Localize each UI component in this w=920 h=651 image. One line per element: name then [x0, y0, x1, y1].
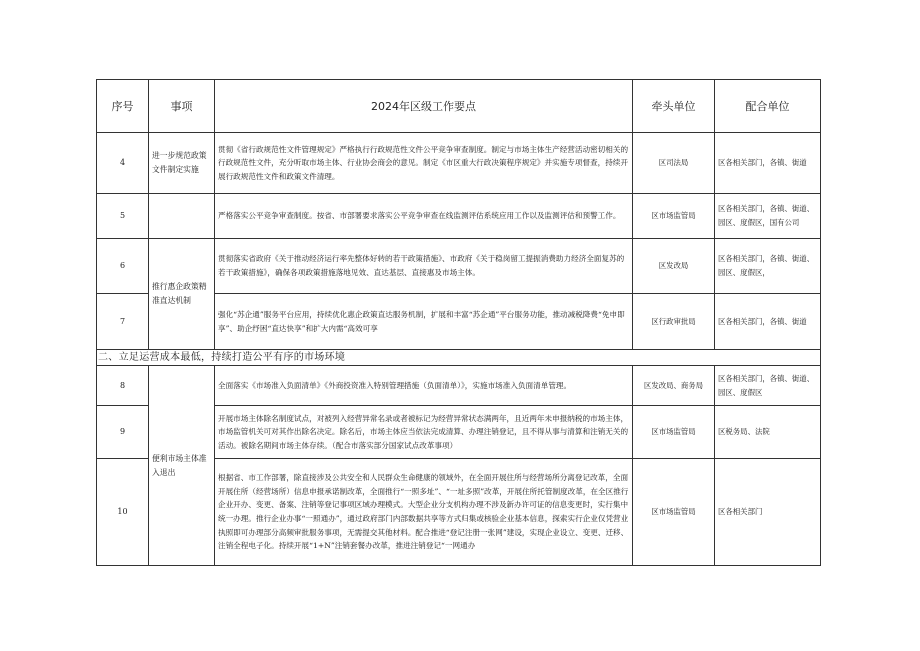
row-no: 4: [97, 133, 149, 194]
table-row: [97, 239, 821, 294]
group-label: 进一步规范政策文件制定实施: [149, 133, 215, 194]
row-lead: 区发改局、商务局: [633, 366, 715, 406]
row-lead: 区行政审批局: [633, 294, 715, 350]
row-points: 贯彻《省行政规范性文件管理规定》严格执行行政规范性文件公平竞争审查制度。制定与市场主体生产经营活动密切相关的行政规范性文件，充分听取市场主体、行业协会商会的意见。制定《市区重大行政决策程序规定》并实施专项督查，持续开展行政规范性文件和政策文件清理。: [215, 133, 633, 194]
row-cooperate: 区各相关部门，各镇、街道: [715, 294, 821, 350]
row-cooperate: 区各相关部门: [715, 459, 821, 566]
row-lead: 区市场监管局: [633, 194, 715, 239]
row-points: 贯彻落实省政府《关于推动经济运行率先整体好转的若干政策措施》、市政府《关于稳岗留工提振消费助力经济全面复苏的若干政策措施》，确保各项政策措施落地见效、直达基层、直接惠及市场主体。: [215, 239, 633, 294]
row-no: 10: [97, 459, 149, 566]
work-points-table: [96, 79, 821, 566]
row-cooperate: 区各相关部门，各镇、街道、园区、度假区: [715, 366, 821, 406]
row-cooperate: 区各相关部门，各镇、街道: [715, 133, 821, 194]
table-row: [97, 194, 821, 239]
table-row: [97, 366, 821, 406]
row-points: 全面落实《市场准入负面清单》《外商投资准入特别管理措施（负面清单）》，实施市场准入负面清单管理。: [215, 366, 633, 406]
row-no: 9: [97, 406, 149, 459]
group-label: 推行惠企政策精准直达机制: [149, 239, 215, 350]
header-item: 事项: [149, 80, 215, 133]
row-points: 开展市场主体除名制度试点，对被列入经营异常名录或者被标记为经营异常状态满两年，且近两年未申报纳税的市场主体，市场监管机关可对其作出除名决定。除名后，市场主体应当依法完成清算、办理注销登记，且不得从事与清算和注销无关的活动。被除名期间市场主体存续。（配合市落实部分国家试点改革事项）: [215, 406, 633, 459]
row-lead: 区司法局: [633, 133, 715, 194]
row-points: 严格落实公平竞争审查制度。按省、市部署要求落实公平竞争审查在线监测评估系统应用工作以及监测评估和预警工作。: [215, 194, 633, 239]
row-cooperate: 区各相关部门，各镇、街道、园区、度假区，: [715, 239, 821, 294]
section-title: 二、立足运营成本最低，持续打造公平有序的市场环境: [97, 350, 821, 366]
row-no: 5: [97, 194, 149, 239]
row-points: 强化“苏企通”服务平台应用，持续优化惠企政策直达服务机制，扩展和丰富“苏企通”平台服务功能，推动减税降费“免申即享”、助企纾困“直达快享”和扩大内需“高效可享: [215, 294, 633, 350]
row-no: 6: [97, 239, 149, 294]
row-cooperate: 区各相关部门，各镇、街道、园区、度假区，国有公司: [715, 194, 821, 239]
group-label: 便利市场主体准入退出: [149, 366, 215, 566]
row-no: 8: [97, 366, 149, 406]
row-lead: 区市场监管局: [633, 406, 715, 459]
header-cooperate: 配合单位: [715, 80, 821, 133]
group-cell-empty: [149, 194, 215, 239]
row-lead: 区发改局: [633, 239, 715, 294]
table-row: [97, 133, 821, 194]
section-row: [97, 350, 821, 366]
header-row: [97, 80, 821, 133]
header-lead: 牵头单位: [633, 80, 715, 133]
row-lead: 区市场监管局: [633, 459, 715, 566]
header-no: 序号: [97, 80, 149, 133]
row-cooperate: 区税务局、法院: [715, 406, 821, 459]
row-no: 7: [97, 294, 149, 350]
header-points: 2024年区级工作要点: [215, 80, 633, 133]
row-points: 根据省、市工作部署，除直接涉及公共安全和人民群众生命健康的领域外，在全面开展住所与经营场所分离登记改革，全面开展住所（经营场所）信息申报承诺制改革，全面推行“一照多址”、“一址多照”改革，开展住所托管制度改革，在全区推行企业开办、变更、备案、注销等登记事项区域办理模式。大型企业分支机构办理不涉及新办许可证的信息变更时，实行集中统一办理。推行企业办事“一照通办”，通过政府部门内部数据共享等方式归集或核验企业基本信息，探索实行企业仅凭营业执照即可办理部分高频审批服务事项，无需提交其他材料。配合推进“登记注册一张网”建设，实现企业设立、变更、迁移、注销全程电子化。持续开展“1+N”注销套餐办改革，推进注销登记“一网通办: [215, 459, 633, 566]
